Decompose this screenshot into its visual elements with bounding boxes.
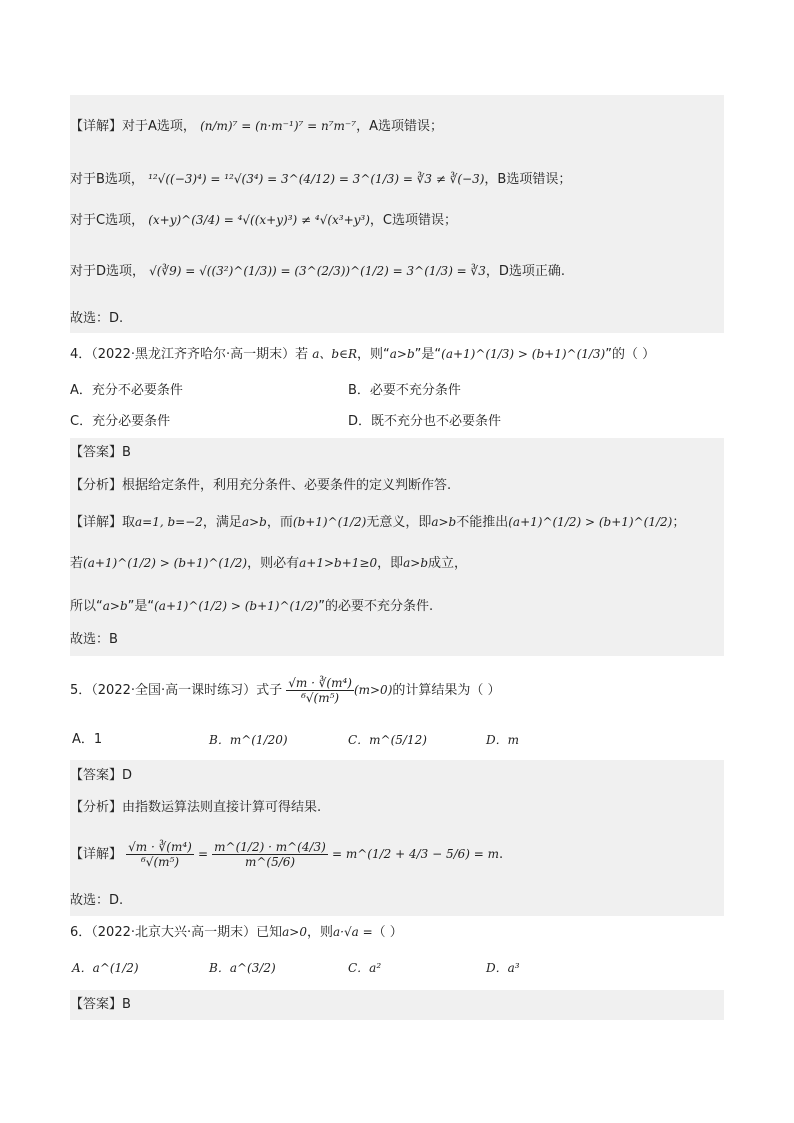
formula: a>0 xyxy=(282,925,307,939)
q6-option-a: A．a^(1/2) xyxy=(72,961,139,975)
q3-choice: 故选：D. xyxy=(70,311,124,326)
q6-option-b: B．a^(3/2) xyxy=(209,961,276,975)
q3-line-d xyxy=(70,261,724,282)
stem-text: ”的（ ） xyxy=(605,347,656,362)
q6-option-c: C．a² xyxy=(348,961,382,975)
q5-stem xyxy=(70,670,724,711)
detail-text: ，即 xyxy=(377,556,404,571)
stem-text: 5．（2022·全国·高一课时练习）式子 xyxy=(70,683,283,698)
stem-text: 的计算结果为（ ） xyxy=(392,683,501,698)
formula: (m>0) xyxy=(353,683,393,697)
detail-text: ”的必要不充分条件. xyxy=(318,599,434,614)
numerator: √m · ∛(m⁴) xyxy=(288,676,352,690)
q5-analysis: 【分析】由指数运算法则直接计算可得结果. xyxy=(70,800,322,815)
q3-line-b xyxy=(70,169,724,190)
q5-detail xyxy=(70,834,724,875)
detail-text: ，而 xyxy=(266,515,293,530)
detail-text: 成立， xyxy=(428,556,468,571)
equals-sign: = xyxy=(197,847,209,861)
detail-text: 【详解】取 xyxy=(70,515,136,530)
q5-choice: 故选：D. xyxy=(70,893,124,908)
formula: a>b xyxy=(241,515,267,529)
q3-line-c xyxy=(70,210,724,231)
q5-answer: 【答案】D xyxy=(70,768,133,783)
formula: = m^(1/2 + 4/3 − 5/6) = m xyxy=(331,847,500,861)
q6-stem xyxy=(70,922,724,943)
denominator: m^(5/6) xyxy=(244,855,296,869)
detail-label: 【详解】 xyxy=(70,847,123,862)
formula: a>b xyxy=(431,515,457,529)
detail-text: 无意义，即 xyxy=(366,515,432,530)
stem-text: ，则“ xyxy=(357,347,390,362)
q5-option-c: C．m^(5/12) xyxy=(348,733,427,747)
q4-option-d: D．既不充分也不必要条件 xyxy=(348,414,502,429)
denominator: ⁶√(m⁵) xyxy=(140,855,179,869)
formula: (b+1)^(1/2) xyxy=(292,515,367,529)
detail-text: 若 xyxy=(70,556,84,571)
formula: (x+y)^(3/4) = ⁴√((x+y)³) ≠ ⁴√(x³+y³) xyxy=(148,213,370,227)
line-text: ，C选项错误； xyxy=(369,213,457,228)
formula: (n/m)⁷ = (n·m⁻¹)⁷ = n⁷m⁻⁷ xyxy=(200,119,357,133)
q4-option-b: B．必要不充分条件 xyxy=(348,383,461,398)
detail-text: ，满足 xyxy=(202,515,242,530)
q5-option-d: D．m xyxy=(486,733,520,747)
detail-text: . xyxy=(499,847,504,862)
fraction xyxy=(286,676,354,705)
q4-detail-2 xyxy=(70,553,724,574)
stem-text: 6．（2022·北京大兴·高一期末）已知 xyxy=(70,925,283,940)
formula: (a+1)^(1/3) > (b+1)^(1/3) xyxy=(441,347,606,361)
fraction xyxy=(126,840,194,869)
formula: (a+1)^(1/2) > (b+1)^(1/2) xyxy=(508,515,673,529)
detail-text: ，则必有 xyxy=(247,556,300,571)
q4-analysis: 【分析】根据给定条件，利用充分条件、必要条件的定义判断作答. xyxy=(70,478,452,493)
stem-text: ”是“ xyxy=(414,347,442,362)
q3-line-a xyxy=(70,116,724,137)
formula: a=1, b=−2 xyxy=(135,515,203,529)
detail-text: 不能推出 xyxy=(456,515,509,530)
q6-option-d: D．a³ xyxy=(486,961,520,975)
q4-answer: 【答案】B xyxy=(70,445,131,460)
q4-detail-3 xyxy=(70,596,724,617)
line-text: 对于C选项， xyxy=(70,213,145,228)
stem-text: 4．（2022·黑龙江齐齐哈尔·高一期末）若 xyxy=(70,347,309,362)
numerator: √m · ∛(m⁴) xyxy=(128,840,192,854)
stem-text: ，则 xyxy=(306,925,333,940)
formula: a、b∈R xyxy=(312,347,358,361)
detail-text: ”是“ xyxy=(127,599,155,614)
line-text: ，A选项错误； xyxy=(356,119,443,134)
q4-option-a: A．充分不必要条件 xyxy=(70,383,183,398)
formula: a>b xyxy=(403,556,428,570)
q4-choice: 故选：B xyxy=(70,632,118,647)
line-text: 对于A选项， xyxy=(122,119,196,134)
detail-text: ； xyxy=(672,515,686,530)
line-text: 对于B选项， xyxy=(70,172,144,187)
formula: a>b xyxy=(102,599,128,613)
q4-stem xyxy=(70,344,724,365)
line-text: ，B选项错误； xyxy=(484,172,572,187)
formula: a·√a = xyxy=(332,925,373,939)
formula: a>b xyxy=(389,347,415,361)
line-text: ，D选项正确. xyxy=(485,264,565,279)
detail-text: 所以“ xyxy=(70,599,103,614)
formula: ¹²√((−3)⁴) = ¹²√(3⁴) = 3^(4/12) = 3^(1/3) = ∛3 ≠ ∛(−3) xyxy=(148,172,485,186)
formula: (a+1)^(1/2) > (b+1)^(1/2) xyxy=(83,556,248,570)
stem-text: （ ） xyxy=(372,925,403,940)
q6-answer: 【答案】B xyxy=(70,997,131,1012)
q4-detail-1 xyxy=(70,512,724,533)
formula: √(∛9) = √((3²)^(1/3)) = (3^(2/3))^(1/2) = 3^(1/3) = ∛3 xyxy=(149,264,486,278)
q4-option-c: C．充分必要条件 xyxy=(70,414,171,429)
detail-label: 【详解】 xyxy=(70,119,123,134)
q4-solution-block xyxy=(70,438,724,656)
line-text: 对于D选项， xyxy=(70,264,146,279)
numerator: m^(1/2) · m^(4/3) xyxy=(214,840,326,854)
q5-option-a: A．1 xyxy=(72,732,103,747)
denominator: ⁶√(m⁵) xyxy=(301,691,340,705)
formula: (a+1)^(1/2) > (b+1)^(1/2) xyxy=(154,599,319,613)
fraction xyxy=(212,840,328,869)
q5-option-b: B．m^(1/20) xyxy=(209,733,288,747)
formula: a+1>b+1≥0 xyxy=(299,556,378,570)
